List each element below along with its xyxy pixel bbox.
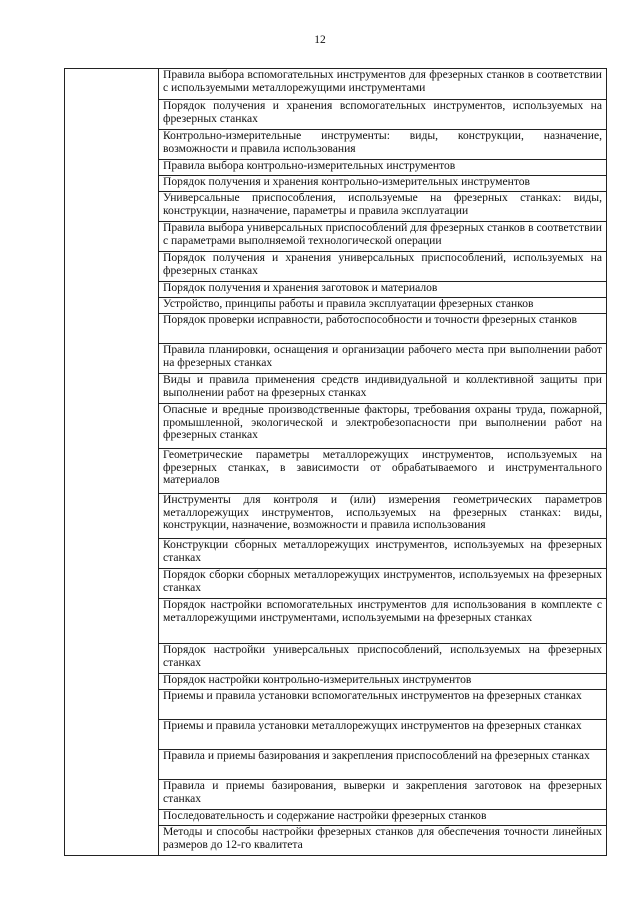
cell-text: Порядок настройки универсальных приспособлений, используемых на фрезерных станках — [163, 643, 602, 669]
table-cell — [159, 826, 607, 856]
cell-text: Конструкции сборных металлорежущих инструментов, используемых на фрезерных станках — [163, 538, 602, 564]
table-cell — [159, 644, 607, 674]
table-cell — [159, 674, 607, 690]
cell-text: Последовательность и содержание настройки фрезерных станков — [163, 809, 487, 822]
cell-text: Порядок получения и хранения контрольно-измерительных инструментов — [163, 175, 531, 188]
cell-text: Приемы и правила установки вспомогательных инструментов на фрезерных станках — [163, 689, 582, 702]
table-cell — [159, 344, 607, 374]
table-cell — [159, 69, 607, 100]
table-cell — [159, 176, 607, 192]
table-cell — [159, 599, 607, 644]
table-cell — [159, 404, 607, 449]
cell-text: Порядок сборки сборных металлорежущих инструментов, используемых на фрезерных станках — [163, 568, 602, 594]
cell-text: Геометрические параметры металлорежущих инструментов, используемых на фрезерных станках, в зависимости от обрабатываемого и инструментального материалов — [163, 448, 602, 487]
cell-text: Инструменты для контроля и (или) измерения геометрических параметров металлорежущих инструментов, используемых на фрезерных станках: виды, конструкции, назначение, возможности и правила использования — [163, 493, 602, 532]
cell-text: Методы и способы настройки фрезерных станков для обеспечения точности линейных размеров до 12-го квалитета — [163, 825, 602, 851]
table-cell — [159, 374, 607, 404]
cell-text: Правила и приемы базирования, выверки и закрепления заготовок на фрезерных станках — [163, 779, 602, 805]
table-cell — [159, 690, 607, 720]
table-cell — [159, 780, 607, 810]
cell-text: Порядок получения и хранения универсальных приспособлений, используемых на фрезерных станках — [163, 251, 602, 277]
table-cell — [159, 130, 607, 160]
table-cell — [159, 569, 607, 599]
table-cell — [159, 192, 607, 222]
table-cell — [159, 314, 607, 344]
table-row — [65, 69, 607, 100]
table-cell — [159, 160, 607, 176]
cell-text: Виды и правила применения средств индивидуальной и коллективной защиты при выполнении работ на фрезерных станках — [163, 373, 602, 399]
cell-text: Порядок проверки исправности, работоспособности и точности фрезерных станков — [163, 313, 578, 326]
requirements-table — [64, 68, 607, 856]
table-cell — [159, 252, 607, 282]
cell-text: Порядок получения и хранения вспомогательных инструментов, используемых на фрезерных станках — [163, 99, 602, 125]
cell-text: Правила планировки, оснащения и организации рабочего места при выполнении работ на фрезерных станках — [163, 343, 602, 369]
cell-text: Правила выбора вспомогательных инструментов для фрезерных станков в соответствии с используемыми металлорежущими инструментами — [163, 68, 602, 94]
table-cell — [159, 298, 607, 314]
table-cell — [159, 222, 607, 252]
cell-text: Опасные и вредные производственные факторы, требования охраны труда, пожарной, промышленной, экологической и электробезопасности при выполнении работ на фрезерных станках — [163, 403, 602, 442]
cell-text: Устройство, принципы работы и правила эксплуатации фрезерных станков — [163, 297, 534, 310]
table-cell — [159, 720, 607, 750]
cell-text: Универсальные приспособления, используемые на фрезерных станках: виды, конструкции, назначение, параметры и правила эксплуатации — [163, 191, 602, 217]
table-cell — [159, 100, 607, 130]
table-cell — [159, 282, 607, 298]
table-cell — [159, 449, 607, 494]
table-cell — [159, 810, 607, 826]
cell-text: Приемы и правила установки металлорежущих инструментов на фрезерных станках — [163, 719, 582, 732]
cell-text: Порядок настройки вспомогательных инструментов для использования в комплекте с металлорежущими инструментами, используемыми на фрезерных станках — [163, 598, 602, 624]
cell-text: Правила и приемы базирования и закрепления приспособлений на фрезерных станках — [163, 749, 590, 762]
cell-text: Порядок получения и хранения заготовок и материалов — [163, 281, 438, 294]
empty-left-column — [65, 69, 159, 856]
cell-text: Контрольно-измерительные инструменты: виды, конструкции, назначение, возможности и правила использования — [163, 129, 602, 155]
cell-text: Правила выбора контрольно-измерительных инструментов — [163, 159, 456, 172]
table-cell — [159, 494, 607, 539]
table-cell — [159, 750, 607, 780]
cell-text: Правила выбора универсальных приспособлений для фрезерных станков в соответствии с параметрами выполняемой технологической операции — [163, 221, 602, 247]
page-number: 12 — [314, 34, 326, 46]
table-cell — [159, 539, 607, 569]
cell-text: Порядок настройки контрольно-измерительных инструментов — [163, 673, 472, 686]
